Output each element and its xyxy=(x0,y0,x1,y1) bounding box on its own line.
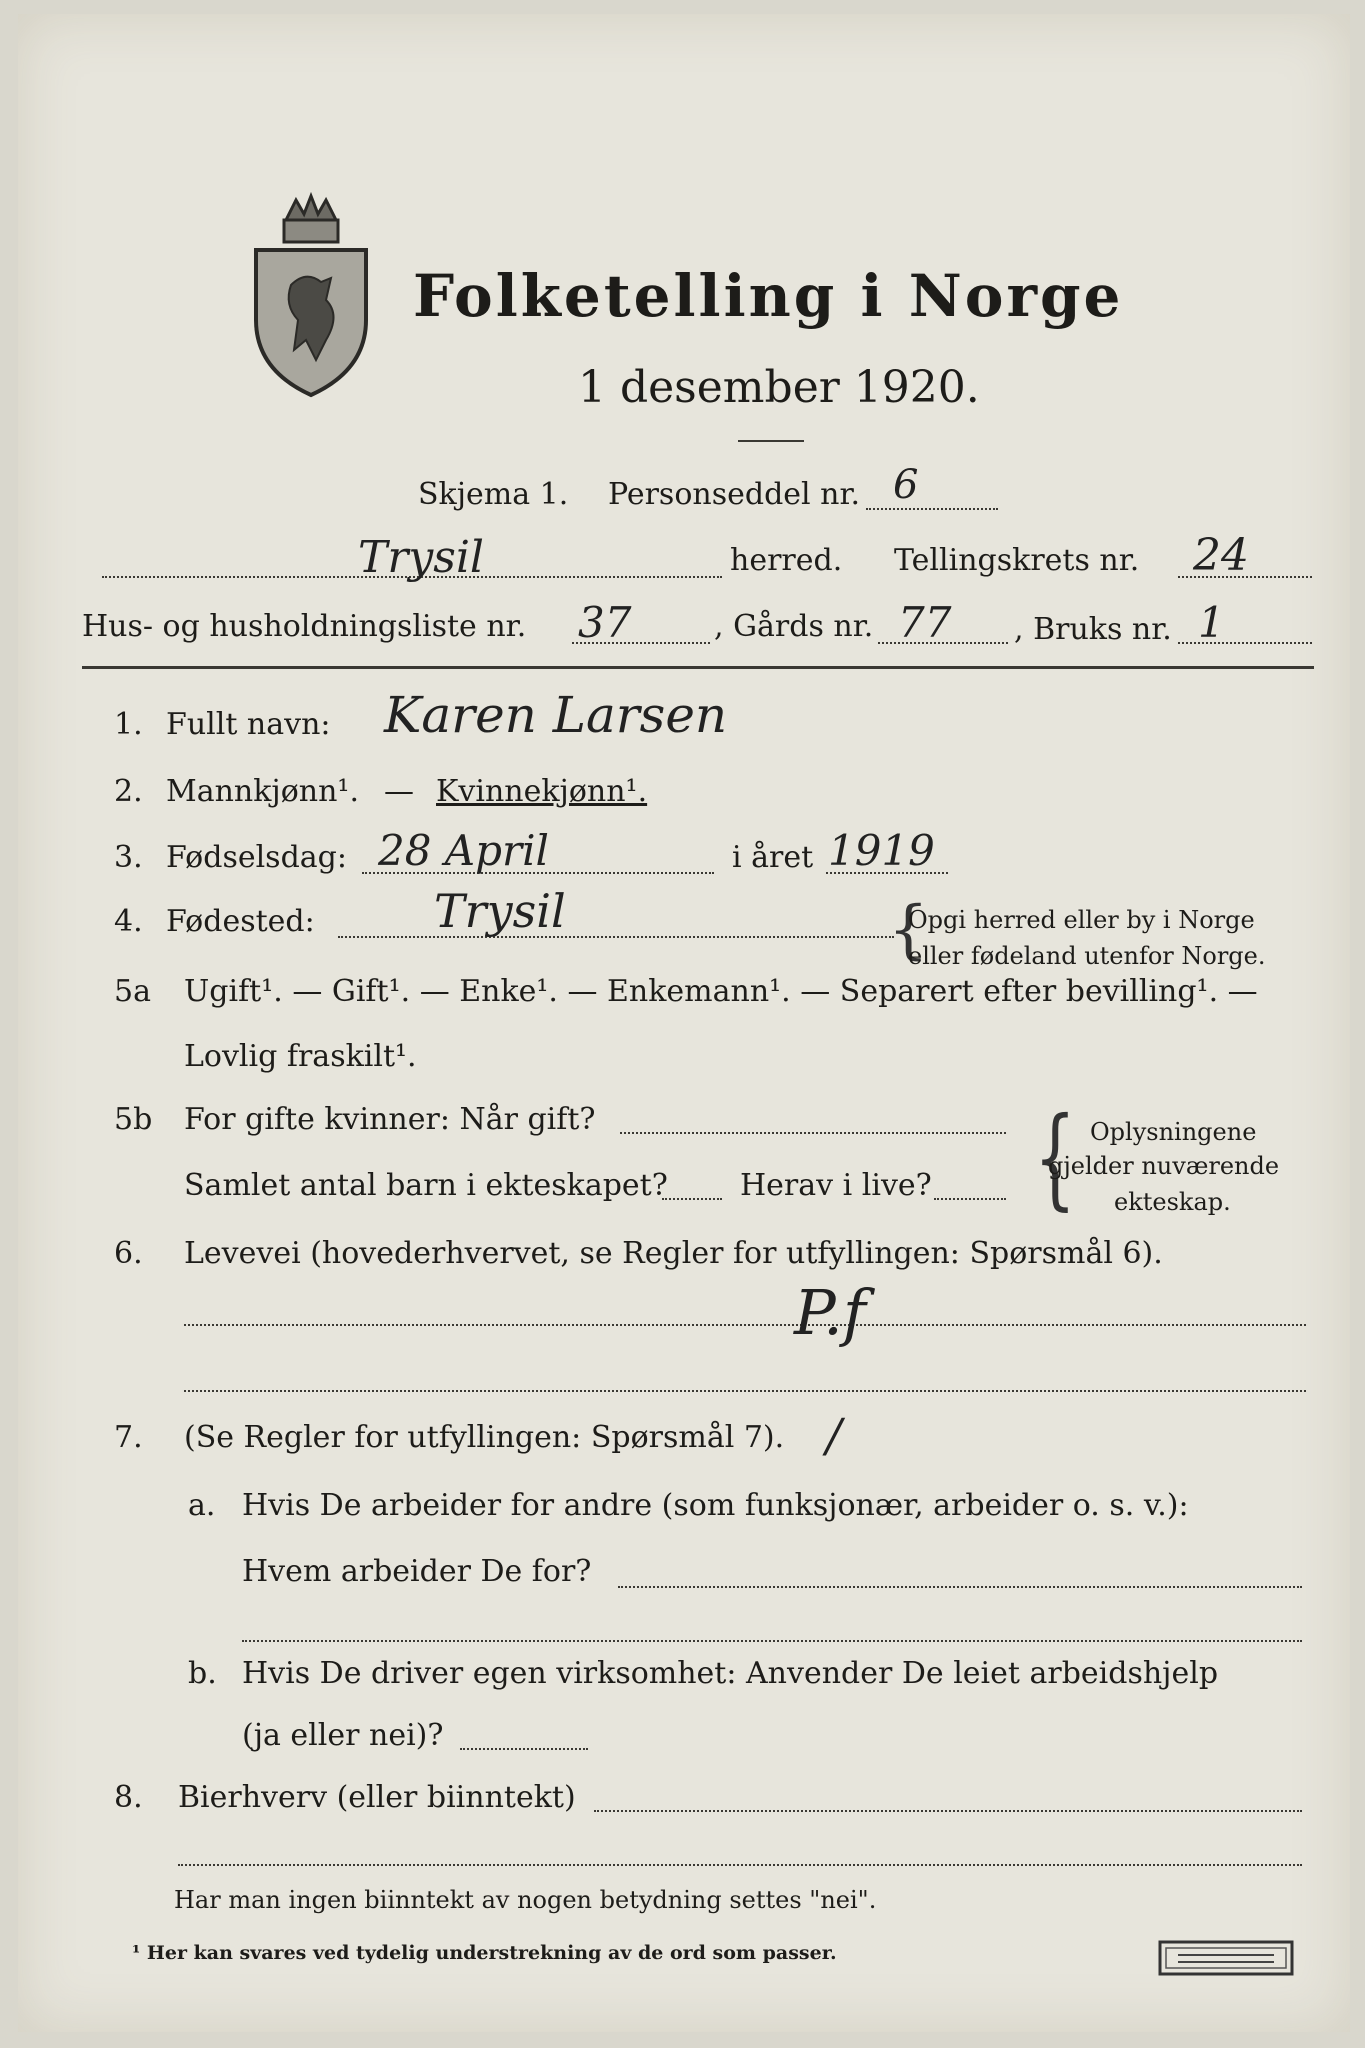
tellingskrets-value: 24 xyxy=(1193,530,1249,581)
q4-label: Fødested: xyxy=(166,904,315,939)
q8-field-line-2 xyxy=(178,1864,1302,1866)
q8-label: Bierhverv (eller biinntekt) xyxy=(178,1780,576,1815)
q7b-field-line xyxy=(460,1748,588,1750)
gards-label: , Gårds nr. xyxy=(714,609,874,644)
husliste-label: Hus- og husholdningsliste nr. xyxy=(82,609,527,644)
herred-label: herred. xyxy=(730,543,843,578)
gards-value: 77 xyxy=(898,598,952,647)
q7a-letter: a. xyxy=(188,1488,216,1523)
q7b-label-2: (ja eller nei)? xyxy=(242,1718,444,1753)
q5a-number: 5a xyxy=(114,974,151,1009)
q3-day-value: 28 April xyxy=(378,826,549,875)
q5b-note-3: ekteskap. xyxy=(1114,1188,1231,1216)
q6-field-line-1 xyxy=(184,1324,1306,1326)
q7-mark: / xyxy=(826,1408,842,1462)
printer-stamp-icon xyxy=(1158,1940,1294,1976)
q8-field-line-1 xyxy=(594,1810,1302,1812)
q4-number: 4. xyxy=(114,904,143,939)
q5b-label-1: For gifte kvinner: Når gift? xyxy=(184,1102,596,1137)
q5b-field-line-3 xyxy=(934,1198,1006,1200)
q1-number: 1. xyxy=(114,707,143,742)
q3-year-label: i året xyxy=(732,840,814,875)
q5b-label-2: Samlet antal barn i ekteskapet? xyxy=(184,1168,668,1203)
herred-value: Trysil xyxy=(358,532,484,583)
q5b-brace: { xyxy=(1034,1093,1076,1221)
q5b-field-line-2 xyxy=(662,1198,722,1200)
q5a-options-2: Lovlig fraskilt¹. xyxy=(184,1039,417,1074)
form-date: 1 desember 1920. xyxy=(578,362,980,413)
title-rule xyxy=(738,440,804,442)
q4-note-1: Opgi herred eller by i Norge xyxy=(908,906,1255,934)
skjema-label: Skjema 1. xyxy=(418,477,569,512)
q4-field-line xyxy=(338,936,894,938)
q7b-letter: b. xyxy=(188,1656,217,1691)
footnote: ¹ Her kan svares ved tydelig understrekning av de ord som passer. xyxy=(132,1942,837,1964)
q7b-label-1: Hvis De driver egen virksomhet: Anvender De leiet arbeidshjelp xyxy=(242,1656,1219,1691)
q2-mann: Mannkjønn¹. xyxy=(166,774,359,809)
q5b-note-1: Oplysningene xyxy=(1090,1118,1257,1146)
bruks-label: , Bruks nr. xyxy=(1014,612,1172,647)
q7a-label-2: Hvem arbeider De for? xyxy=(242,1554,592,1589)
q3-number: 3. xyxy=(114,840,143,875)
q6-label: Levevei (hovederhvervet, se Regler for utfyllingen: Spørsmål 6). xyxy=(184,1236,1163,1271)
header-divider xyxy=(82,666,1314,669)
q2-number: 2. xyxy=(114,774,143,809)
q7a-label-1: Hvis De arbeider for andre (som funksjonær, arbeider o. s. v.): xyxy=(242,1488,1189,1523)
q6-value: P.f xyxy=(794,1276,866,1349)
q4-value: Trysil xyxy=(434,884,566,938)
census-form-page xyxy=(18,14,1350,2032)
q4-note-2: eller fødeland utenfor Norge. xyxy=(908,942,1266,970)
husliste-value: 37 xyxy=(578,598,632,647)
personseddel-field-line xyxy=(866,508,998,510)
q3-label: Fødselsdag: xyxy=(166,840,347,875)
coat-of-arms-icon xyxy=(246,190,376,400)
q5b-field-line-1 xyxy=(620,1132,1006,1134)
q5b-note-2: gjelder nuværende xyxy=(1048,1152,1280,1180)
q2-kvinne: Kvinnekjønn¹. xyxy=(436,774,648,809)
bottom-note: Har man ingen biinntekt av nogen betydning settes "nei". xyxy=(174,1886,877,1914)
q2-sep: — xyxy=(384,774,414,809)
personseddel-value: 6 xyxy=(893,462,919,508)
tellingskrets-label: Tellingskrets nr. xyxy=(894,543,1140,578)
q3-year-value: 1919 xyxy=(828,826,935,875)
bruks-value: 1 xyxy=(1198,598,1225,647)
q6-number: 6. xyxy=(114,1236,143,1271)
personseddel-label: Personseddel nr. xyxy=(608,477,861,512)
q5b-number: 5b xyxy=(114,1102,153,1137)
q5b-label-3: Herav i live? xyxy=(740,1168,932,1203)
form-title: Folketelling i Norge xyxy=(413,262,1124,330)
q7a-field-line-2 xyxy=(242,1640,1302,1642)
q1-label: Fullt navn: xyxy=(166,707,331,742)
q4-brace: { xyxy=(888,893,929,967)
q8-number: 8. xyxy=(114,1780,143,1815)
q7-label: (Se Regler for utfyllingen: Spørsmål 7). xyxy=(184,1420,785,1455)
q7a-field-line-1 xyxy=(618,1586,1302,1588)
q6-field-line-2 xyxy=(184,1390,1306,1392)
q1-value: Karen Larsen xyxy=(384,686,728,744)
q5a-options: Ugift¹. — Gift¹. — Enke¹. — Enkemann¹. — Separert efter bevilling¹. — xyxy=(184,974,1258,1009)
q7-number: 7. xyxy=(114,1420,143,1455)
